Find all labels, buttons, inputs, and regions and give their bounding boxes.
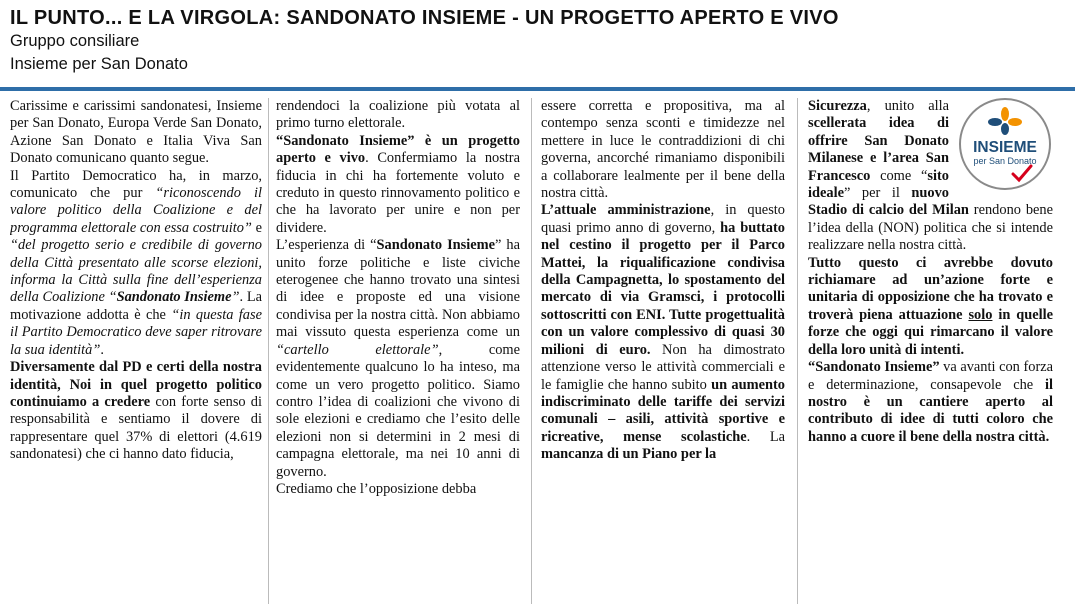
logo-tagline: per San Donato [973, 156, 1037, 166]
article-subtitle-group: Gruppo consiliare [10, 32, 140, 50]
article-subtitle-name: Insieme per San Donato [10, 55, 188, 73]
article-column-3 [541, 98, 785, 608]
paragraph: essere corretta e propositiva, ma al contempo senza sconti e timidezze nel mettere in luce le contraddizioni di chi governa, ancorché rimaniamo disponibili a collaborare lealmente per il bene della nostra città. [541, 98, 785, 202]
insieme-logo [955, 98, 1053, 192]
paragraph: Diversamente dal PD e certi della nostra identità, Noi in quel progetto politico continuiamo a credere con forte senso di responsabilità e sentiamo il dovere di rappresentare quel 37% di elettori (4.619 sandonatesi) che ci hanno dato fiducia, [10, 359, 262, 463]
paragraph: L’esperienza di “Sandonato Insieme” ha unito forze politiche e liste civiche eterogenee che hanno trovato una sintesi di idee e proposte ed una visione condivisa per la nostra città. Non abbiamo mai vissuto questa esperienza come un “cartello elettorale”, come evidentemente qualcuno lo ha inteso, ma come un vero progetto politico. Siamo contro l’idea di coalizioni che vivono di sole elezioni e crediamo che l’esito delle elezioni non si determini in 2 mesi di campagna elettorale, ma nei 10 anni di governo. [276, 237, 520, 480]
article-column-4 [808, 98, 1053, 608]
paragraph: Carissime e carissimi sandonatesi, Insieme per San Donato, Europa Verde San Donato, Azione San Donato e Italia Viva San Donato comunicano quanto segue. [10, 98, 262, 167]
column-divider [268, 98, 269, 604]
column-divider [797, 98, 798, 604]
paragraph: Crediamo che l’opposizione debba [276, 480, 477, 497]
paragraph: “Sandonato Insieme” è un progetto aperto e vivo. Confermiamo la nostra fiducia in chi ha fortemente voluto e creduto in questo rinnovamento politico e che ha lavorato per unire e non per dividere. [276, 132, 520, 236]
article-column-1 [10, 98, 262, 608]
column-divider [531, 98, 532, 604]
paragraph: “Sandonato Insieme” va avanti con forza e determinazione, consapevole che il nostro è un cantiere aperto al contributo di idee di tutti coloro che hanno a cuore il bene della nostra città. [808, 359, 1053, 445]
logo-word: INSIEME [973, 139, 1037, 156]
paragraph: rendendoci la coalizione più votata al primo turno elettorale. [276, 98, 520, 132]
article-header [10, 6, 1070, 76]
paragraph: Sicurezza, unito alla scellerata idea di offrire San Donato Milanese e l’area San Francesco come “sito ideale” per il nuovo Stadio di calcio del Milan rendono bene l’idea della (NON) politica che si intende realizzare nella nostra città. [808, 98, 1053, 254]
paragraph: Tutto questo ci avrebbe dovuto richiamare ad un’azione forte e unitaria di opposizione che ha trovato e troverà piena attuazione solo in quelle forze che oggi qui rimarcano il valore della loro unità di intenti. [808, 254, 1053, 358]
header-divider [0, 87, 1075, 91]
article-title: IL PUNTO... E LA VIRGOLA: SANDONATO INSIEME - UN PROGETTO APERTO E VIVO [10, 7, 839, 29]
paragraph: Il Partito Democratico ha, in marzo, comunicato che pur “riconoscendo il valore politico della Coalizione e del programma elettorale con essa costruito” e “del progetto serio e credibile di governo della Città presentato alle scorse elezioni, informa la Città sulla fine dell’esperienza della Coalizione “Sandonato Insieme”. La motivazione addotta è che “in questa fase il Partito Democratico deve saper ritrovare la sua identità”. [10, 167, 262, 358]
paragraph: L’attuale amministrazione, in questo quasi primo anno di governo, ha buttato nel cestino il progetto per il Parco Mattei, la riqualificazione condivisa della Campagnetta, lo spostamento del mercato di via Gramsci, i protocolli sottoscritti con ENI. Tutte progettualità con un valore complessivo di quasi 30 milioni di euro. Non ha dimostrato attenzione verso le attività commerciali e le famiglie che hanno subito un aumento indiscriminato delle tariffe dei servizi comunali – asili, attività sportive e ricreative, mense scolastiche. La mancanza di un Piano per la [541, 202, 785, 463]
article-column-2 [276, 98, 520, 608]
